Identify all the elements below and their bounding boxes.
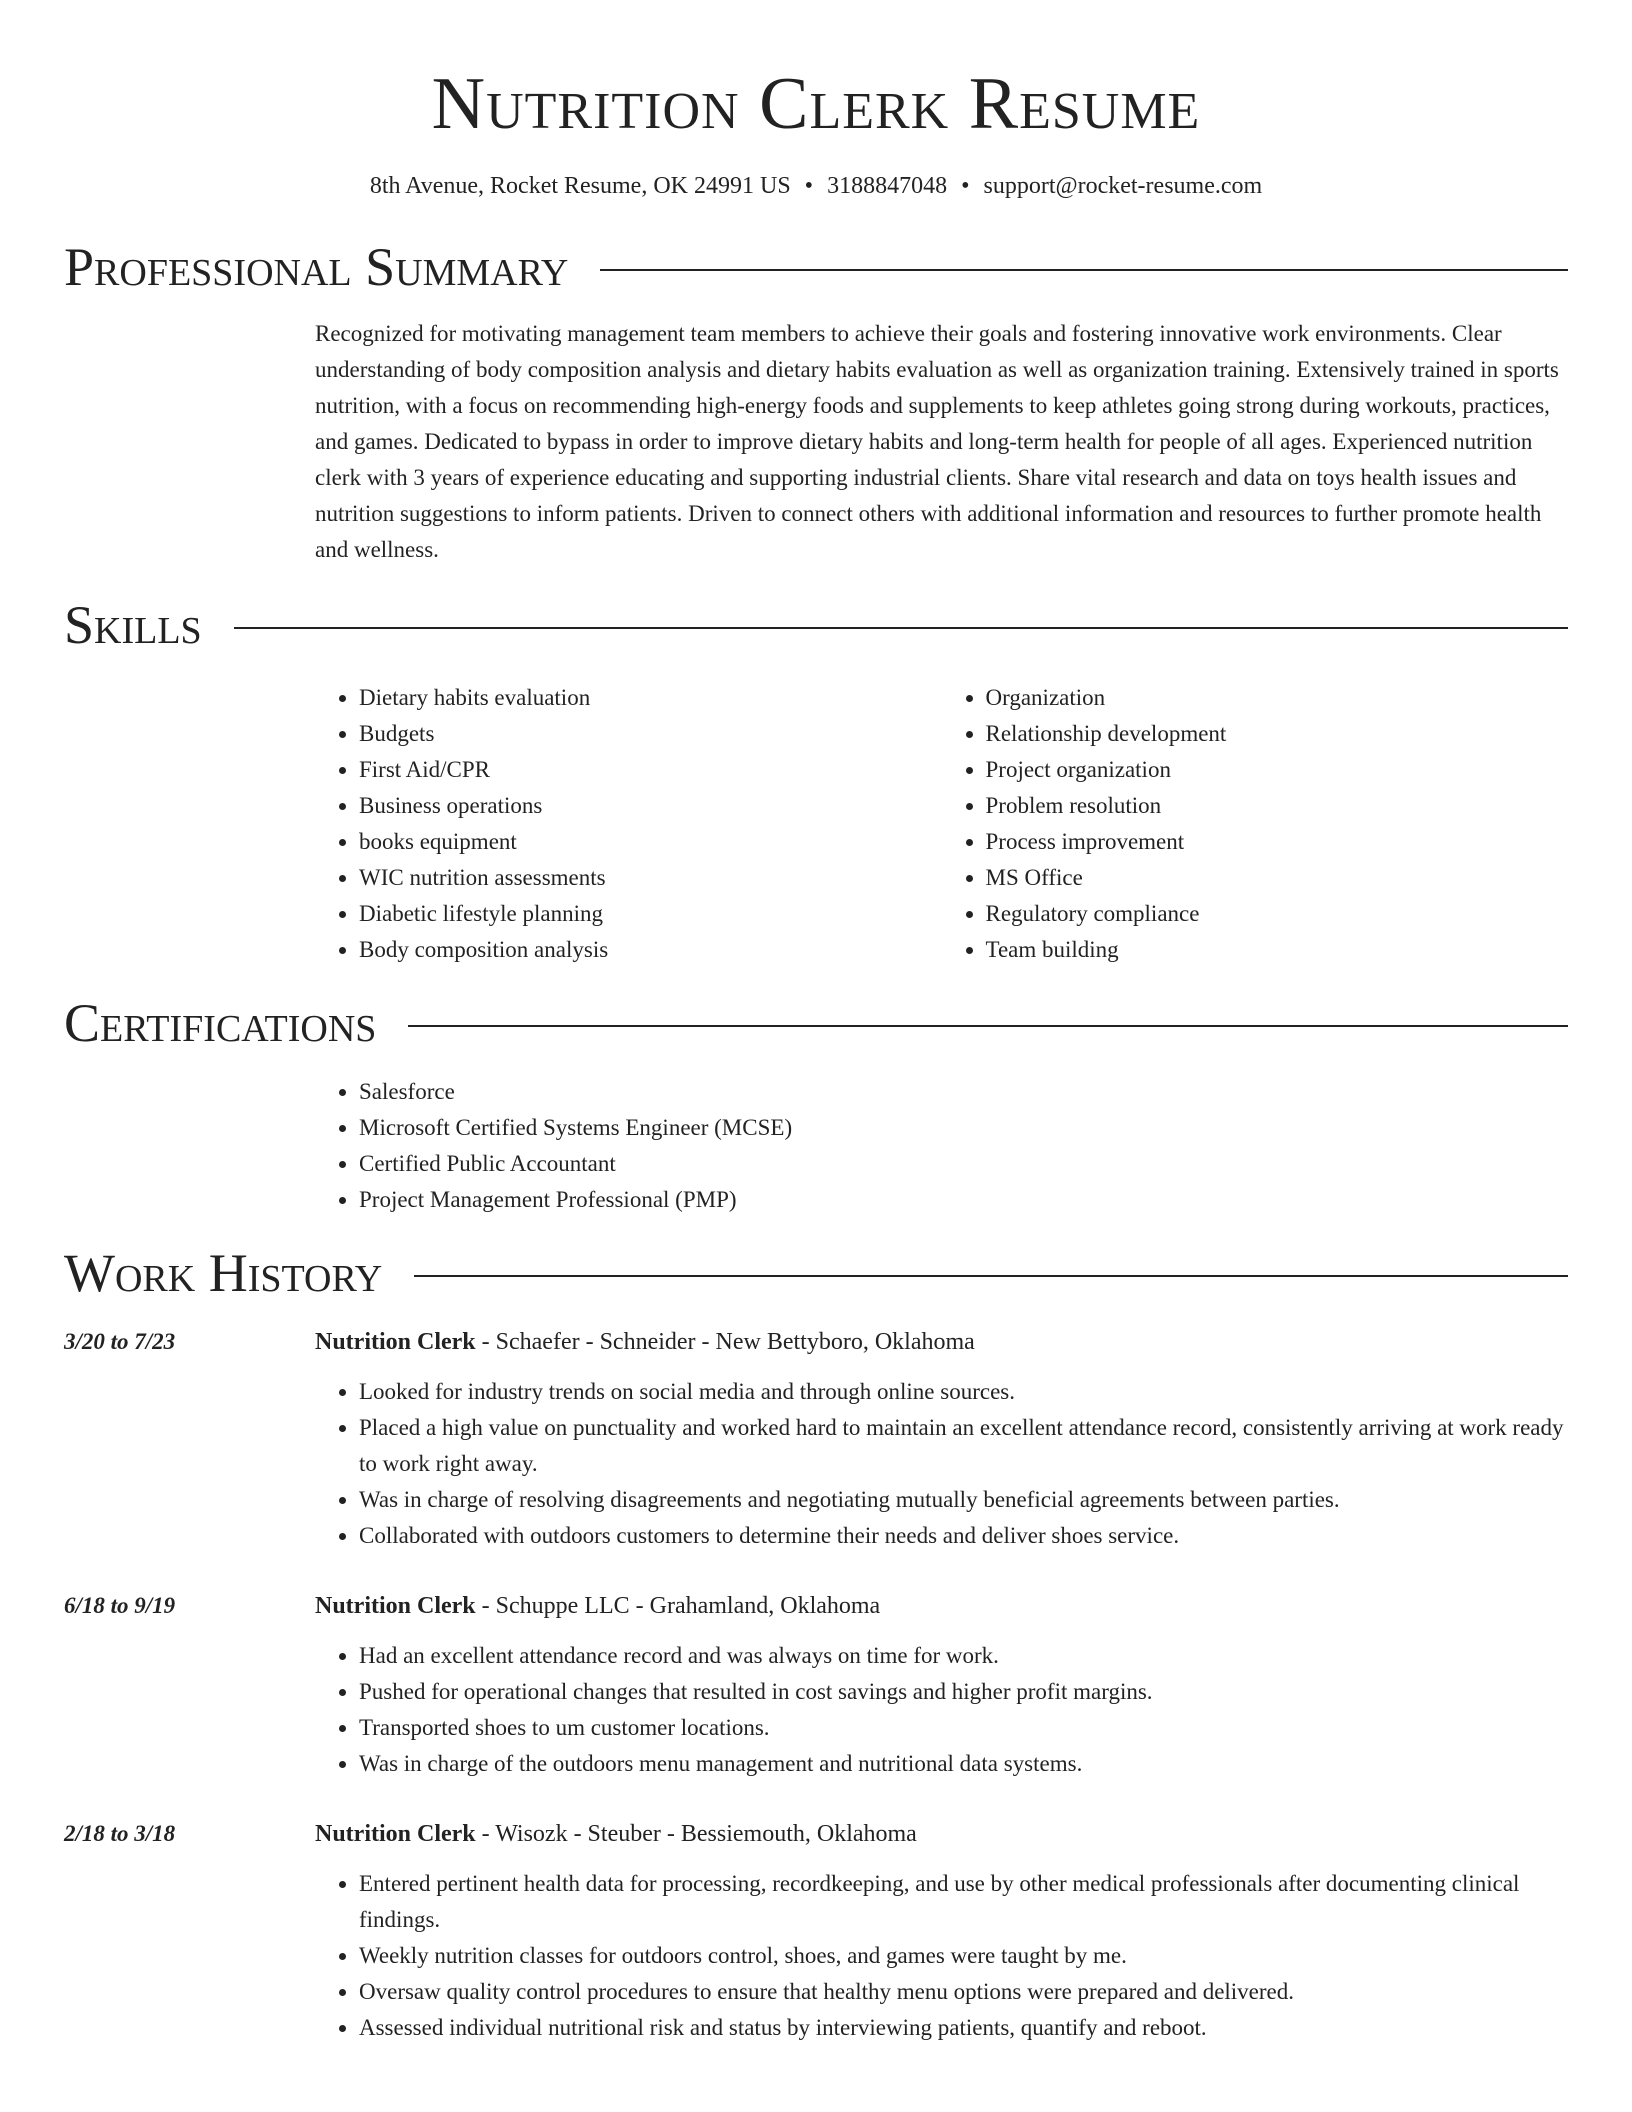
work-heading: Work History <box>64 1243 383 1303</box>
work-history-list <box>64 1324 1568 2046</box>
skill-item: • Body composition analysis <box>359 932 942 968</box>
section-divider <box>600 269 1568 271</box>
skill-item: • Relationship development <box>986 716 1569 752</box>
job-bullet: • Weekly nutrition classes for outdoors control, shoes, and games were taught by me. <box>359 1938 1568 1974</box>
skill-item: • Dietary habits evaluation <box>359 680 942 716</box>
job-bullet: • Oversaw quality control procedures to ensure that healthy menu options were prepared and delivered. <box>359 1974 1568 2010</box>
job-bullet: • Was in charge of the outdoors menu management and nutritional data systems. <box>359 1746 1568 1782</box>
certification-item: • Salesforce <box>359 1074 1568 1110</box>
job-bullet: • Had an excellent attendance record and was always on time for work. <box>359 1638 1568 1674</box>
section-divider <box>414 1275 1568 1277</box>
job-entry <box>64 1588 1568 1782</box>
skill-item: • MS Office <box>986 860 1569 896</box>
job-details <box>315 1324 1568 1554</box>
contact-separator: • <box>804 173 814 199</box>
job-bullet: • Transported shoes to um customer locations. <box>359 1710 1568 1746</box>
job-bullets <box>315 1638 1568 1782</box>
job-bullet: • Looked for industry trends on social media and through online sources. <box>359 1374 1568 1410</box>
job-role: Nutrition Clerk <box>315 1821 476 1847</box>
resume-title: Nutrition Clerk Resume <box>431 63 1201 145</box>
job-dates: 3/20 to 7/23 <box>64 1329 176 1354</box>
section-divider <box>408 1025 1568 1027</box>
certifications-section-header <box>64 990 1568 1056</box>
job-details <box>315 1816 1568 2046</box>
skills-column-left <box>315 680 942 968</box>
contact-address: 8th Avenue, Rocket Resume, OK 24991 US <box>369 173 791 199</box>
summary-section-header <box>64 234 1568 300</box>
skill-item: • Process improvement <box>986 824 1569 860</box>
skill-item: • Business operations <box>359 788 942 824</box>
job-bullet: • Placed a high value on punctuality and worked hard to maintain an excellent attendance record, consistently arriving at work ready to work right away. <box>359 1410 1568 1482</box>
skill-item: • Diabetic lifestyle planning <box>359 896 942 932</box>
job-entry <box>64 1816 1568 2046</box>
contact-phone: 3188847048 <box>827 173 948 199</box>
job-company-location: - Schuppe LLC - Grahamland, Oklahoma <box>475 1593 881 1619</box>
contact-line <box>64 170 1568 202</box>
job-details <box>315 1588 1568 1782</box>
skill-item: • Project organization <box>986 752 1569 788</box>
job-bullet: • Pushed for operational changes that resulted in cost savings and higher profit margins. <box>359 1674 1568 1710</box>
summary-heading: Professional Summary <box>64 237 569 297</box>
skills-list <box>315 680 1568 968</box>
job-bullet: • Collaborated with outdoors customers to determine their needs and deliver shoes service. <box>359 1518 1568 1554</box>
work-section-header <box>64 1240 1568 1306</box>
certification-item: • Microsoft Certified Systems Engineer (MCSE) <box>359 1110 1568 1146</box>
job-title-line <box>315 1816 1568 1852</box>
skill-item: • Organization <box>986 680 1569 716</box>
summary-text: Recognized for motivating management team members to achieve their goals and fostering innovative work environments. Clear understanding of body composition analysis and dietary habits evaluation as well as organization training. Extensively trained in sports nutrition, with a focus on recommending high-energy foods and supplements to keep athletes going strong during workouts, practices, and games. Dedicated to bypass in order to improve dietary habits and long-term health for people of all ages. Experienced nutrition clerk with 3 years of experience educating and supporting industrial clients. Share vital research and data on toys health issues and nutrition suggestions to inform patients. Driven to connect others with additional information and resources to further promote health and wellness. <box>315 321 1559 562</box>
contact-email: support@rocket-resume.com <box>983 173 1263 199</box>
job-entry <box>64 1324 1568 1554</box>
certifications-items <box>315 1074 1568 1218</box>
job-role: Nutrition Clerk <box>315 1329 476 1355</box>
certification-item: • Certified Public Accountant <box>359 1146 1568 1182</box>
skills-heading: Skills <box>64 595 202 655</box>
certifications-heading: Certifications <box>64 993 377 1053</box>
section-divider <box>234 627 1568 629</box>
skill-item: • books equipment <box>359 824 942 860</box>
skill-item: • First Aid/CPR <box>359 752 942 788</box>
job-role: Nutrition Clerk <box>315 1593 476 1619</box>
job-company-location: - Wisozk - Steuber - Bessiemouth, Oklahoma <box>475 1821 917 1847</box>
skill-item: • Problem resolution <box>986 788 1569 824</box>
job-bullet: • Assessed individual nutritional risk and status by interviewing patients, quantify and reboot. <box>359 2010 1568 2046</box>
skill-item: • WIC nutrition assessments <box>359 860 942 896</box>
job-dates: 6/18 to 9/19 <box>64 1593 176 1618</box>
job-title-line <box>315 1324 1568 1360</box>
job-company-location: - Schaefer - Schneider - New Bettyboro, Oklahoma <box>475 1329 975 1355</box>
job-bullets <box>315 1866 1568 2046</box>
skill-item: • Regulatory compliance <box>986 896 1569 932</box>
contact-separator: • <box>961 173 970 199</box>
skills-column-right <box>942 680 1569 968</box>
skills-section-header <box>64 592 1568 658</box>
job-bullet: • Entered pertinent health data for processing, recordkeeping, and use by other medical professionals after documenting clinical findings. <box>359 1866 1568 1938</box>
job-dates: 2/18 to 3/18 <box>64 1821 176 1846</box>
skill-item: • Budgets <box>359 716 942 752</box>
skill-item: • Team building <box>986 932 1569 968</box>
job-bullet: • Was in charge of resolving disagreements and negotiating mutually beneficial agreements between parties. <box>359 1482 1568 1518</box>
job-title-line <box>315 1588 1568 1624</box>
job-bullets <box>315 1374 1568 1554</box>
certifications-list <box>315 1074 1568 1218</box>
certification-item: • Project Management Professional (PMP) <box>359 1182 1568 1218</box>
